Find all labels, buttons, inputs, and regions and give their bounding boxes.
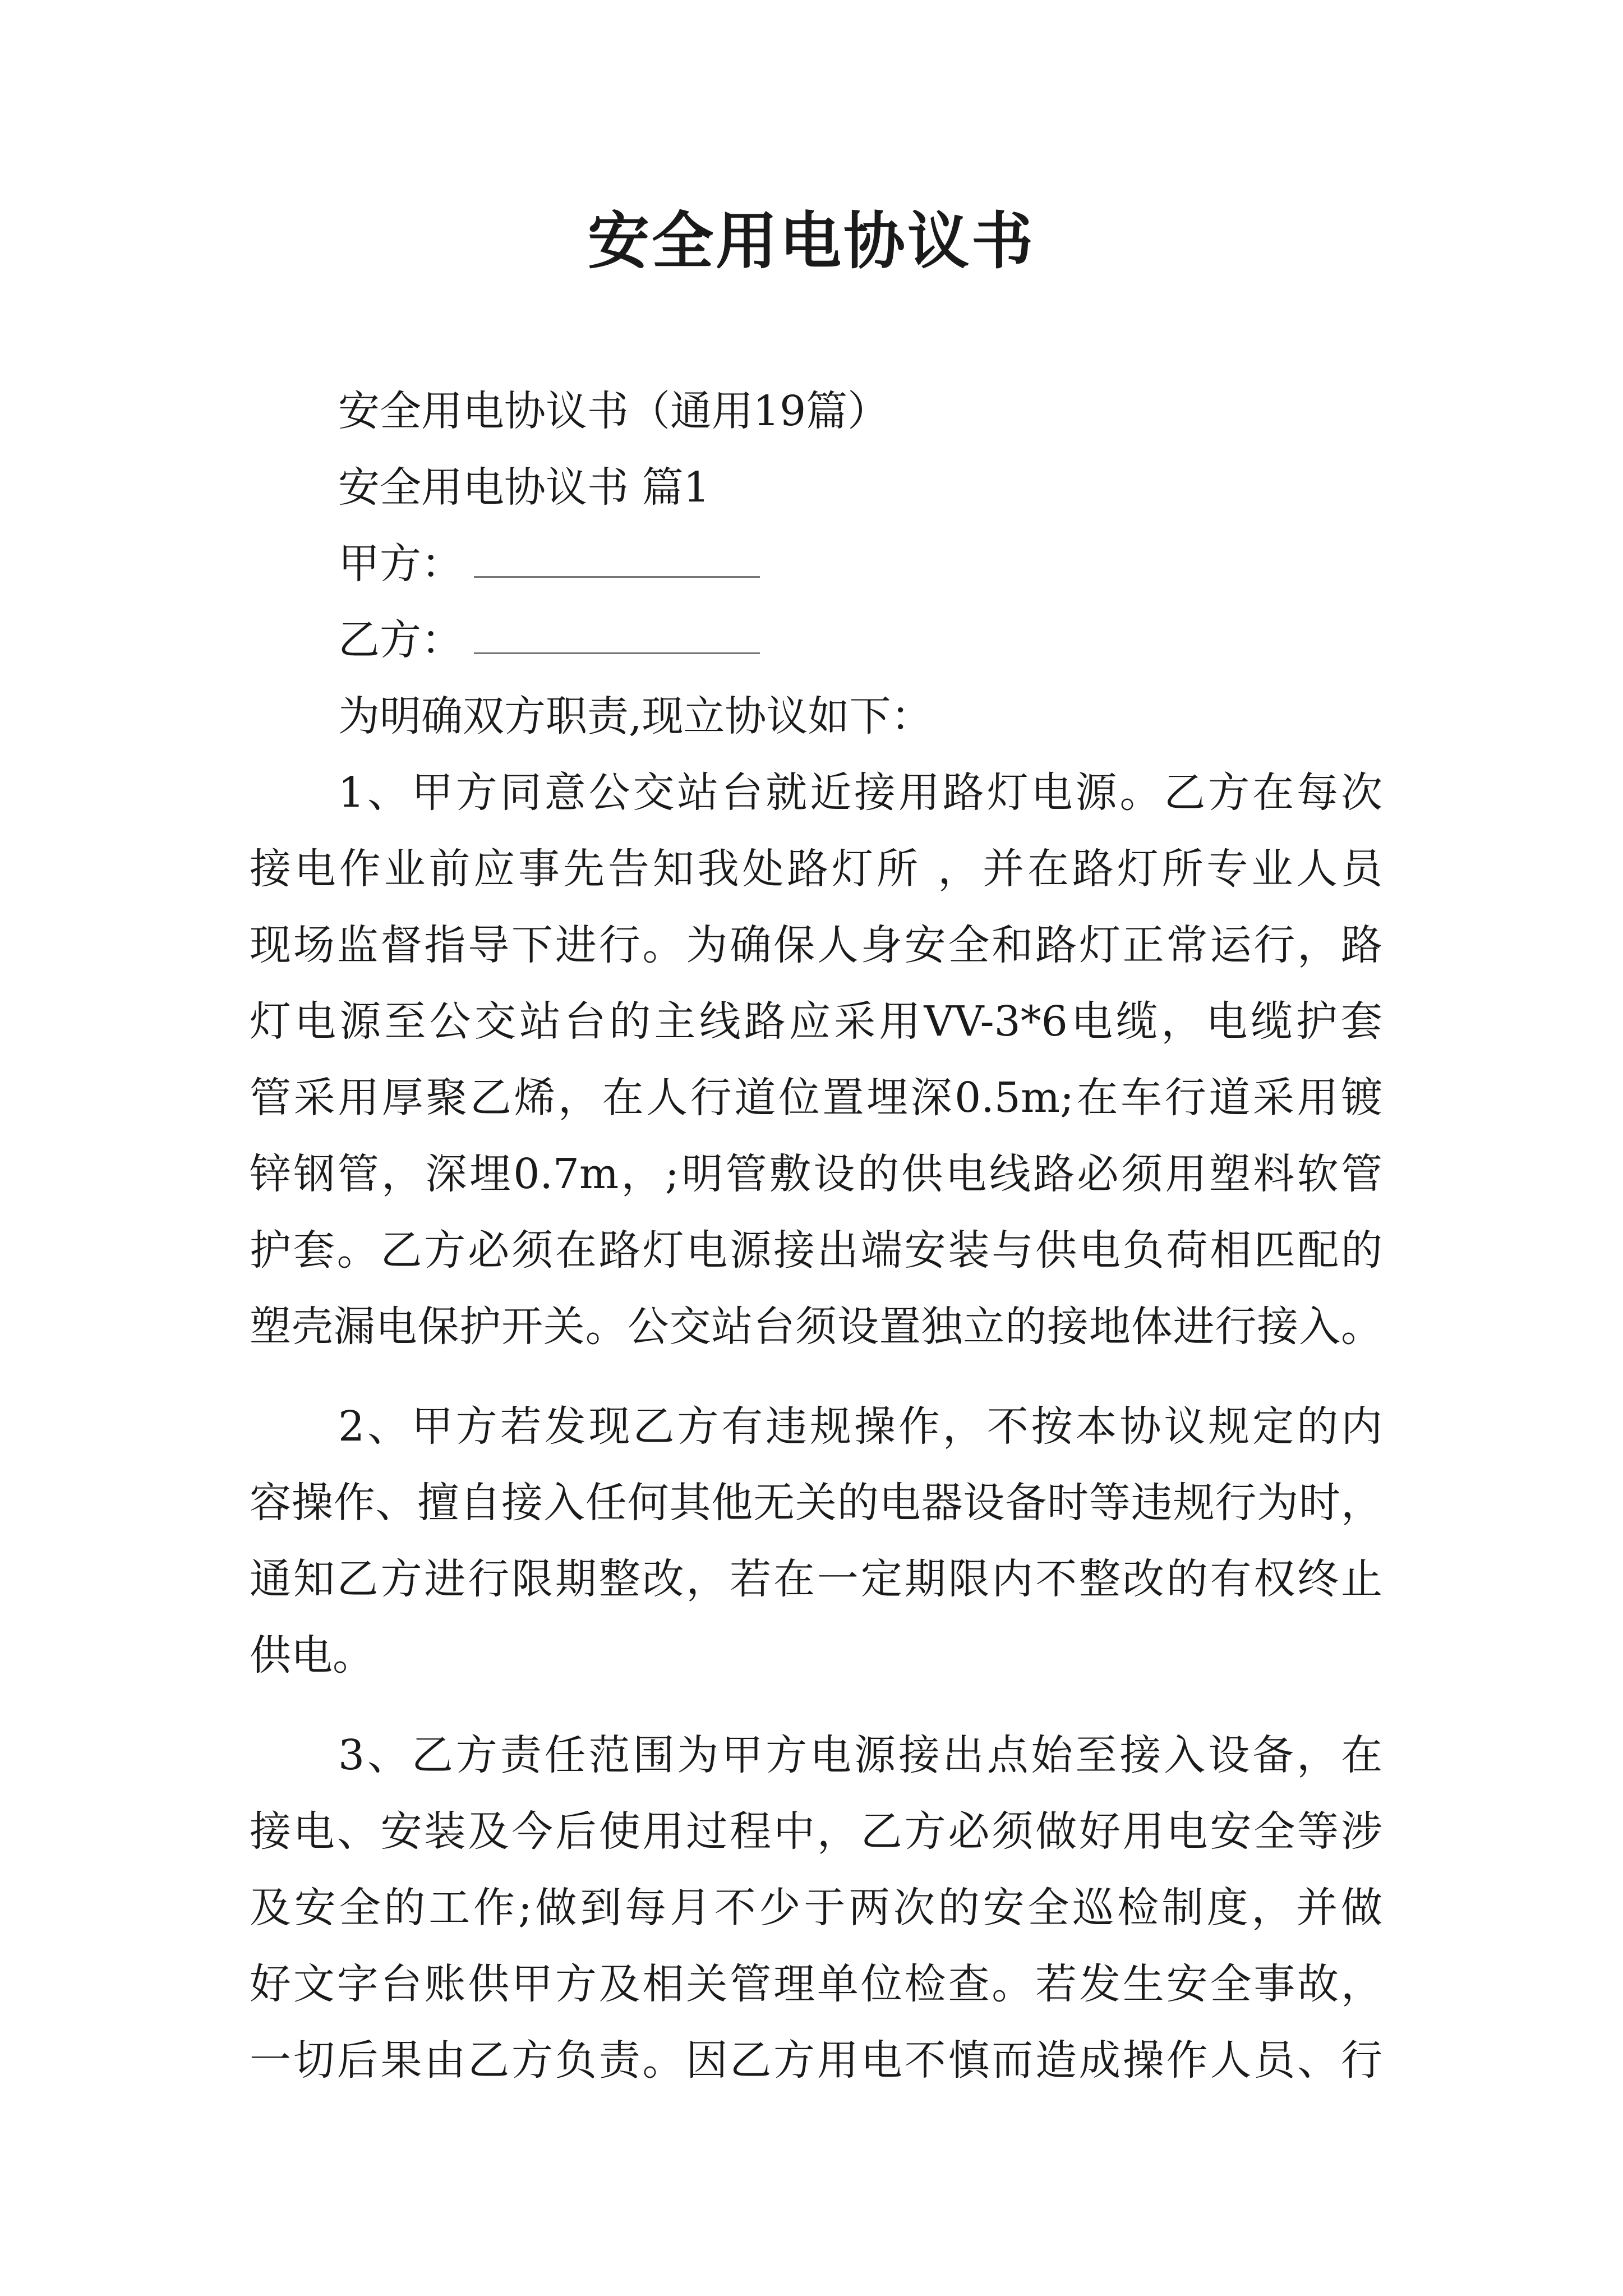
clause-1-line: 现场监督指导下进行。为确保人身安全和路灯正常运行，路 bbox=[250, 921, 1382, 969]
clause-3 bbox=[250, 1717, 1382, 2099]
clause-1-line: 护套。乙方必须在路灯电源接出端安装与供电负荷相匹配的 bbox=[250, 1226, 1382, 1274]
party-b-line bbox=[250, 602, 1382, 678]
intro-paragraph: 为明确双方职责,现立协议如下： bbox=[338, 692, 933, 740]
party-a-line bbox=[250, 526, 1382, 602]
clause-3-line: 及安全的工作;做到每月不少于两次的安全巡检制度，并做 bbox=[250, 1884, 1382, 1932]
clause-1-line: 接电作业前应事先告知我处路灯所 ，并在路灯所专业人员 bbox=[250, 845, 1382, 893]
clause-1-line: 锌钢管，深埋0.7m，;明管敷设的供电线路必须用塑料软管 bbox=[250, 1150, 1382, 1198]
clause-2-line: 容操作、擅自接入任何其他无关的电器设备时等违规行为时， bbox=[250, 1479, 1382, 1527]
party-a-blank bbox=[474, 542, 760, 578]
section-heading: 安全用电协议书 篇1 bbox=[338, 463, 710, 512]
clause-2 bbox=[250, 1388, 1382, 1694]
clause-3-line: 好文字台账供甲方及相关管理单位检查。若发生安全事故， bbox=[250, 1960, 1382, 2008]
clause-1-line: 1、甲方同意公交站台就近接用路灯电源。乙方在每次 bbox=[338, 769, 1382, 817]
clause-3-line: 接电、安装及今后使用过程中，乙方必须做好用电安全等涉 bbox=[250, 1807, 1382, 1856]
document-body bbox=[250, 373, 1382, 2099]
party-b-blank bbox=[474, 619, 760, 654]
clause-2-line: 供电。 bbox=[250, 1631, 374, 1680]
party-a-label: 甲方： bbox=[338, 540, 463, 588]
paragraph-gap bbox=[250, 1694, 1382, 1717]
clause-3-line: 3、乙方责任范围为甲方电源接出点始至接入设备，在 bbox=[338, 1731, 1382, 1779]
clause-2-line: 2、甲方若发现乙方有违规操作，不按本协议规定的内 bbox=[338, 1402, 1382, 1451]
clause-1-line: 灯电源至公交站台的主线路应采用VV-3*6电缆，电缆护套 bbox=[250, 997, 1382, 1046]
document-subtitle: 安全用电协议书（通用19篇） bbox=[338, 387, 889, 435]
clause-1-line: 管采用厚聚乙烯，在人行道位置埋深0.5m;在车行道采用镀 bbox=[250, 1074, 1382, 1122]
clause-1 bbox=[250, 754, 1382, 1365]
document-title: 安全用电协议书 bbox=[588, 205, 1035, 277]
party-b-label: 乙方： bbox=[338, 616, 463, 664]
clause-1-line: 塑壳漏电保护开关。公交站台须设置独立的接地体进行接入。 bbox=[250, 1303, 1382, 1351]
clause-3-line: 一切后果由乙方负责。因乙方用电不慎而造成操作人员、行 bbox=[250, 2036, 1382, 2085]
paragraph-gap bbox=[250, 1365, 1382, 1388]
clause-2-line: 通知乙方进行限期整改，若在一定期限内不整改的有权终止 bbox=[250, 1555, 1382, 1603]
